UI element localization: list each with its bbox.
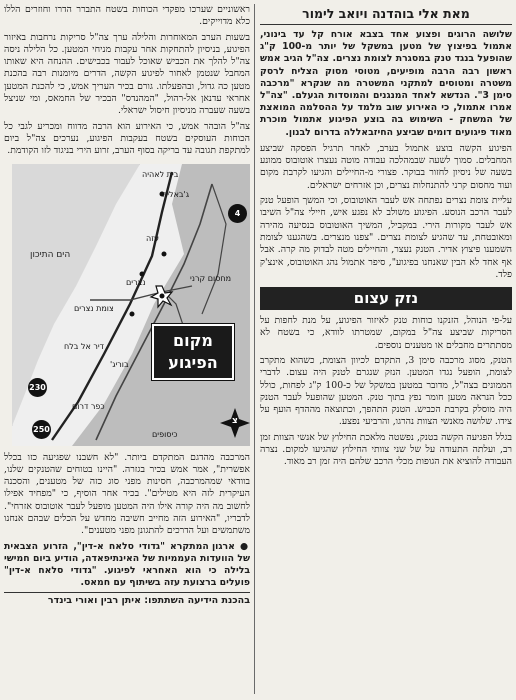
paragraph: בגלל הפגיעה הקשה בטנק, נפשטה מלאכת החילוץ של אנשי הצוות זמן רב, ועלתה התעודה על של שני צוותי החילוץ שהגיעו למקום. נצרה העבודה להוציא את הגופות מכלי הרכב שלהם היה זמן רב מאוד. (260, 431, 512, 468)
paragraph: בשעות הערב המאוחרות והלילה ערך צה"ל סריקות נרחבות באיזור הפיגוע, בניסיון להתחקות אחר עקבות מניחי המטען. כל הלילה ניסה צה"ל להלך את הכביש שאוכל לעבור בכבישים. ההנחה היא שאותו המחבל שנטמן לאחור לפיגוע הקשה, הדרים מיומנות רבה בהכנת מטען כה גדול, ובהפעלתו. גורם בכיר העריך אמש, כי להכנת המטען אחראי עדנאן אל-רהול, "המהנדס" הבכיר של החמאס, ומי שניצל בשעה שעברה מניסיון חיסול ישראלי. (4, 31, 250, 117)
compass-icon (220, 408, 250, 438)
sea-label: הים התיכון (30, 249, 71, 260)
map-place-label: בית לאהיה (142, 169, 179, 179)
attack-location-map (12, 164, 250, 446)
map-place-label: דיר אל בלח (64, 341, 105, 351)
paragraph: הפיגוע הקשה בוצע אתמול בערב, לאחר תרגיל הפסקה שביצע המחבלים. סמוך לשעה שבמהלכה עבודה מוטה נעצרו אוטובוס ממונע בשעה של ניסיון לחזור בבוקר. פצורי מ-החיילים והגיעו לקרבת מקום ועוד מחסום קרני להתנחלות נצרים, וכן אזרחים ישראלים. (260, 142, 512, 191)
map-place-label: מחסום קרני (190, 273, 232, 283)
paragraph: על-פי הנוהל, הזנקנו כוחות טנק לאיזור הפיגוע, על מנת לחפות על הסריקות שביצע צה"ל במקום, שמטרתו לוודא, כי בשטח לא מסתתרים מחבלים או מטענים נוספים. (260, 315, 512, 351)
map-place-label: כיסופים (152, 429, 178, 439)
map-place-label: כפר דרום (72, 401, 105, 411)
column-divider (254, 4, 255, 694)
bullet-paragraph: ● ארגון המתקרא "גדודי סלאח א-דין", הזרוע הצבאית של הוועדות העממיות של האינתיפאדה, הודיע ביום חמישי בלילה כי הוא האחראי לפיגוע. "גדודי סלאח א-דין" פועלים ברצועת עזה בשיתוף עם חמאס. (4, 540, 250, 589)
map-place-label: בוריג' (110, 359, 129, 369)
article-left-column (4, 4, 250, 696)
map-place-label: ג'באליה (162, 189, 190, 199)
paragraph: המרכבה מהדגם המתקדם ביותר. "לא חשבנו שפגיעה כזו בכלל אפשרית", אמר אמש בכיר בגזרה. "היינו בטוחים שהטנקים שלנו, בוודאי שמהמרכבה, חסינות מפני סוג כזה של מטענים, והסכנה העיקרית לזה היא מטילים". בכיר אחר הוסיף, כי "מפחיד אפילו לחשוב מה היה קורה אילו היה המטען מופעל לעבר אוטובוס אזרחי". לדבריו, "האירוע הזה מחייב חשיבה מחדש על הכלים שבהם אנחנו משתמשים ועל הדרכים להתגונן מפני מטענים". (4, 451, 250, 537)
section-subheading: נזק עצום (260, 287, 512, 310)
map-graphic (12, 164, 250, 446)
map-place-label: עזה (146, 233, 160, 243)
map-place-label: נצרים (126, 277, 146, 287)
paragraph: ראשוניים שערכו מפקדי הכוחות בשטח התברר הדרו וחוזרים הללו כלא מדוייקים. (4, 4, 250, 28)
map-title-line: הפיגוע (168, 352, 218, 372)
article-right-column (260, 4, 512, 696)
article-credit: בהכנת הידיעה השתתפו: איתן רבין ואורי בינדר (4, 592, 250, 606)
map-title-box (152, 324, 234, 380)
article-lead: שלושה הרוגים ופצוע אחד בצבא אורח קל עד בינוני, אתמול בפיצוץ של מטען במשקל של יותר מ-100 ק"ג שהופעל בנגד טנק במסגרת לצומת נצרים. צה"ל הגיב אמש ראשון רבה הרבה מופיעים, מטוסי מסוק הצליח לרסק משטרה ומטוסים למתקני המשטרה מה שנקרא "מרכבה סימן 3". הנדשא לאחד המנגנים והמוסדות הגעלם. "צה"ל אמרו אתמול, כי האירוע שוב מלמד על ההסלמה המואצת של המשחק - השימוש בה בוצע הפיגוע אתמול מוכרת מאוד פיגועים דומים שביצע החיזבאללה בדרום לבנון. (260, 29, 512, 138)
map-place-label: צומת נצרים (74, 303, 114, 313)
bullet-text: ארגון המתקרא "גדודי סלאח א-דין", הזרוע הצבאית של הוועדות העממיות של האינתיפאדה, הודיע ביום חמישי בלילה כי הוא האחראי לפיגוע. "גדודי סלאח א-דין" פועלים ברצועת עזה בשיתוף עם חמאס. (4, 540, 250, 589)
road-number-badge: 250 (32, 420, 51, 439)
compass-letter: צ (232, 415, 238, 426)
article-byline: מאת אלי בוהדנה ויואב לימור (260, 4, 512, 25)
map-title-line: מקום (173, 330, 213, 350)
paragraph: עליית צומת נצרים נפתחה אש לעבר האוטובוס, וכי המשך הופעל טנק לעבר הרכב הנוסע. הפיגוע משולב לא נפגע איש, חיילי צה"ל השיבו אש לעבר מקורות הירי. במקביל, המשיך האוטובוס בנסיעה מהירה ומאובטחת, עד שהגיע לצומת נצרים. "צפנו מנצרים. בשהגענו לצומת השמענו פיצוץ אדיר. הטנק נעצר, והחיילים מטה לבדוק מה קרה. אבל אף אחד לא הבין שאנחנו בפיגוע", סיפר אתמול נהג האוטובוס, אינצ'ק פלד. (260, 195, 512, 280)
road-number-badge: 230 (28, 378, 47, 397)
road-number-badge: 4 (228, 204, 247, 223)
paragraph: צה"ל הובהר אמש, כי האירוע הוא הרבה מדווח ומכריע לגבי כל הכוחות העוסקים בשטח בעקבות הפיגוע, נערכים צה"ל ביום למתקפת תגובה עד בריקה בסוף הערב, זרוע הירי בניגוד לזו הקודמת. (4, 120, 250, 157)
paragraph: הטנק, מסוג מרכבה סימן 3, התקדם לכיוון הצומת, כשהוא מתקרב לצומת, הופעל נגדו המטען. הנזק שנגרם לטנק היה עצום. לדברי הממונים בצה"ל, מדובר במטען במשקל של כ-100 ק"ג לפחות, כולל ככל הנראה מטען חומר נפץ בתוך טנק. המטען שהופעל לעבר הטנק היה מוסלק בקרבת הכביש. הטנק התהפך, וכתוצאה מההדף הועף על צידו. שלושה מאנשי הצוות נהרגו, והרביעי נפצע. (260, 354, 512, 428)
